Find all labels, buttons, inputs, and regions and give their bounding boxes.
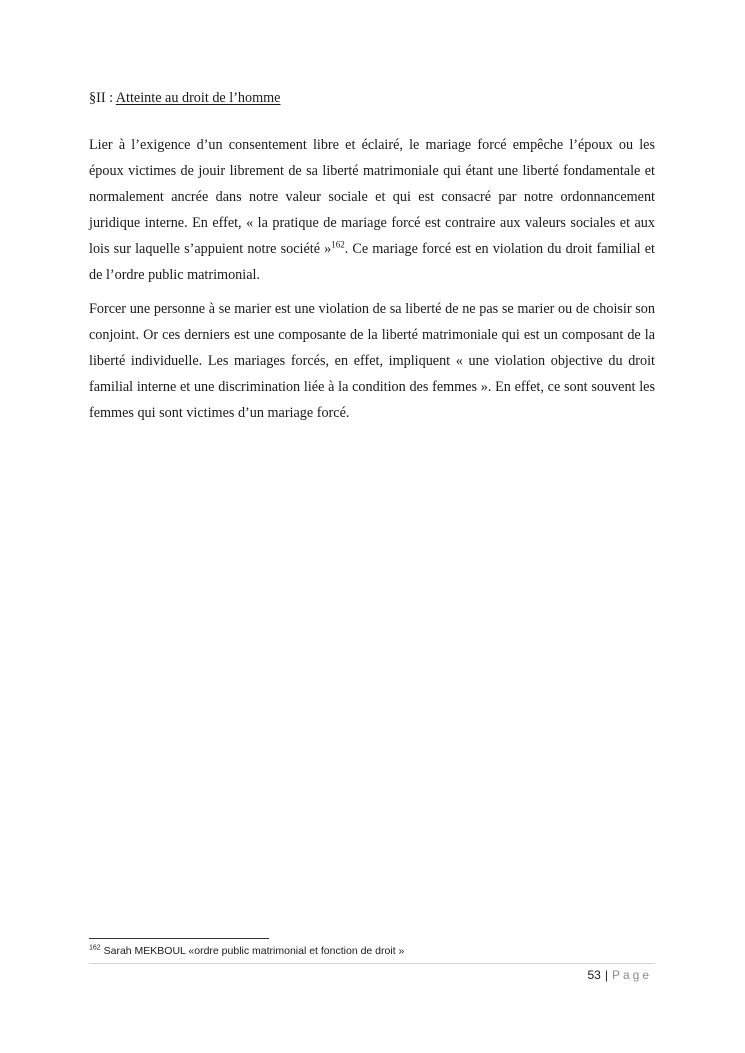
footer-divider bbox=[89, 963, 655, 964]
paragraph-text: Lier à l’exigence d’un consentement libre et éclairé, le mariage forcé empêche l’époux ou les époux victimes de jouir librement de sa liberté matrimoniale qui étant une liberté fondamentale et normalement ancrée dans notre valeur sociale et qui est consacré par notre ordonnancement juridique interne. En effet, « la pratique de mariage forcé est contraire aux valeurs sociales et aux lois sur laquelle s’appuient notre société » bbox=[89, 137, 655, 257]
section-heading bbox=[89, 89, 280, 107]
page-number: 53 bbox=[587, 968, 601, 982]
page-label: Page bbox=[611, 968, 652, 982]
footnote bbox=[89, 943, 404, 959]
footnote-reference[interactable]: 162 bbox=[331, 239, 345, 250]
paragraph-text: Forcer une personne à se marier est une violation de sa liberté de ne pas se marier ou de choisir son conjoint. Or ces derniers est une composante de la liberté matrimoniale qui est un composant de la liberté individuelle. Les mariages forcés, en effet, impliquent « une violation objective du droit familial interne et une discrimination liée à la condition des femmes ». En effet, ce sont souvent les femmes qui sont victimes d’un mariage forcé. bbox=[89, 301, 655, 421]
page-separator: | bbox=[604, 968, 608, 982]
section-title: Atteinte au droit de l’homme bbox=[115, 90, 281, 106]
section-number: §II : bbox=[89, 90, 116, 106]
body-paragraph-2 bbox=[89, 296, 655, 426]
paragraph-text-continued: . Ce mariage forcé est en violation du droit familial et de l’ordre public matrimonial. bbox=[89, 241, 655, 283]
footnote-divider bbox=[89, 938, 269, 939]
footnote-text: Sarah MEKBOUL «ordre public matrimonial et fonction de droit » bbox=[100, 945, 405, 957]
body-paragraph-1 bbox=[89, 132, 655, 288]
page-footer bbox=[587, 966, 652, 984]
footnote-number: 162 bbox=[89, 944, 101, 952]
